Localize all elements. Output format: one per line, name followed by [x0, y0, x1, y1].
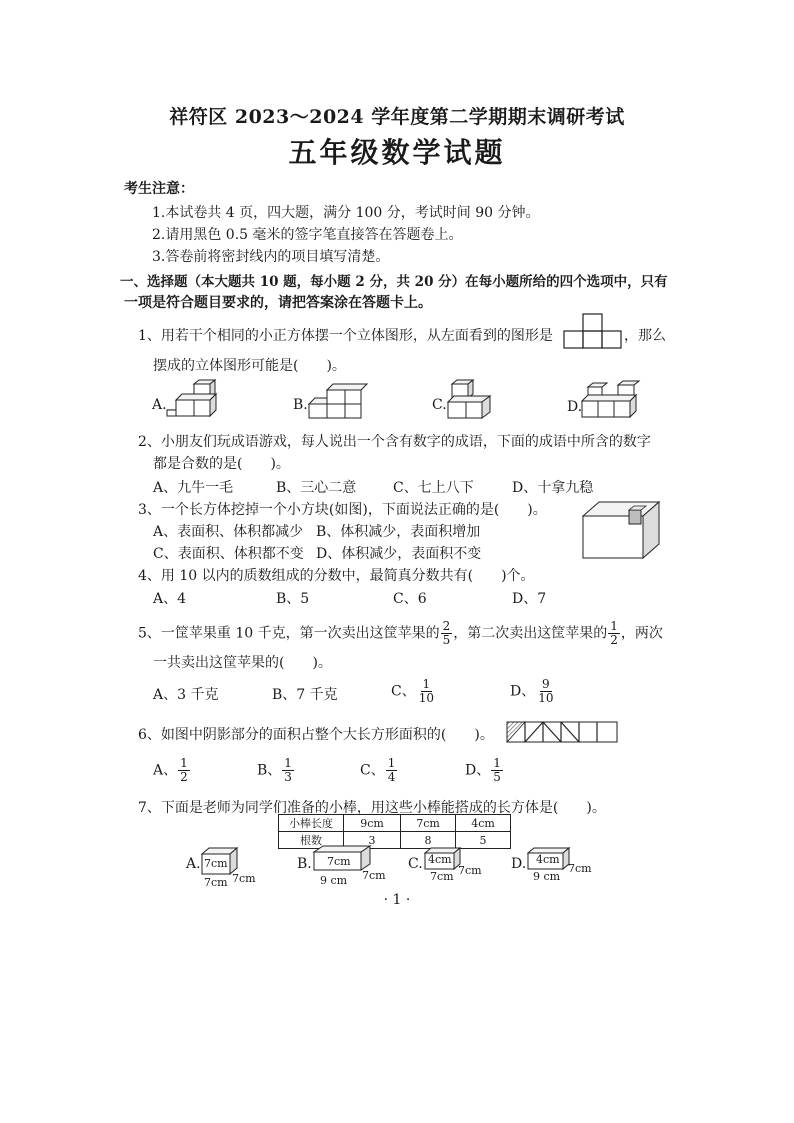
q2-option-a: A、九牛一毛 [153, 480, 234, 496]
q1-option-a-figure [166, 380, 216, 420]
q2-line2: 都是合数的是( )。 [153, 456, 290, 472]
q1-option-c-label: C. [432, 397, 447, 413]
stick-table-cell: 8 [401, 832, 456, 849]
q7-b-front-label: 7cm [327, 855, 351, 868]
q5-option-a: A、3 千克 [153, 687, 219, 703]
q7-option-b-label: B. [297, 856, 312, 872]
q5-fraction-1: $\frac{2}{5}$ [442, 619, 451, 647]
q5-option-c: C、 $\frac{1}{10}$ [391, 677, 434, 705]
q5-option-d: D、 $\frac{9}{10}$ [510, 677, 554, 705]
section1-instruction-line1: 一、选择题（本大题共 10 题，每小题 2 分，共 20 分）在每小题所给的四个选项中，只有 [120, 274, 668, 290]
q3-option-d: D、体积减少，表面积不变 [316, 546, 482, 562]
q7-a-front-label: 7cm [204, 857, 228, 870]
stick-table-cell: 5 [456, 832, 511, 849]
q4-option-c: C、6 [393, 591, 427, 607]
notice-item-2: 2.请用黑色 0.5 毫米的签字笔直接答在答题卷上。 [152, 227, 463, 243]
q3-option-a: A、表面积、体积都减少 [153, 524, 304, 540]
stick-table-cell: 4cm [456, 815, 511, 832]
q7-d-bottom-label: 9 cm [533, 870, 561, 883]
q7-c-bottom-label: 7cm [430, 870, 454, 883]
stick-table-cell: 7cm [401, 815, 456, 832]
q7-d-side-label: 7cm [568, 862, 592, 875]
cuboid-cutout-figure [581, 500, 661, 560]
stick-table-cell: 3 [344, 832, 401, 849]
q7-option-d-label: D. [511, 856, 527, 872]
q1-text-c: 摆成的立体图形可能是( )。 [153, 358, 346, 374]
q2-option-d: D、十拿九稳 [512, 480, 594, 496]
q5-fraction-2: $\frac{1}{2}$ [610, 619, 618, 647]
left-view-figure [563, 313, 623, 351]
q6-text: 6、如图中阴影部分的面积占整个大长方形面积的( )。 [138, 727, 494, 743]
q3-text: 3、一个长方体挖掉一个小方块(如图)，下面说法正确的是( )。 [138, 502, 547, 518]
q7-c-front-label: 4cm [428, 853, 452, 866]
q6-option-a: A、 $\frac{1}{2}$ [153, 756, 188, 784]
q7-d-front-label: 4cm [536, 853, 560, 866]
q6-option-d: D、 $\frac{1}{5}$ [465, 756, 501, 784]
notice-item-3: 3.答卷前将密封线内的项目填写清楚。 [152, 249, 390, 265]
notice-heading: 考生注意： [124, 181, 194, 197]
q1-text-b: ，那么 [624, 328, 666, 344]
q1-option-b-label: B. [293, 397, 308, 413]
q7-option-a-label: A. [186, 856, 201, 872]
stick-table-row-length [279, 815, 511, 832]
q1-option-d-label: D. [567, 399, 583, 415]
exam-subtitle: 五年级数学试题 [288, 136, 506, 169]
q2-line1: 2、小朋友们玩成语游戏，每人说出一个含有数字的成语，下面的成语中所含的数字 [138, 434, 651, 450]
exam-title: 祥符区 2023～2024 学年度第二学期期末调研考试 [169, 106, 625, 128]
q4-text: 4、用 10 以内的质数组成的分数中，最简真分数共有( )个。 [138, 568, 535, 584]
q4-option-b: B、5 [276, 591, 310, 607]
q7-c-side-label: 7cm [458, 864, 482, 877]
q3-option-b: B、体积减少，表面积增加 [316, 524, 481, 540]
section1-instruction-line2: 一项是符合题目要求的，请把答案涂在答题卡上。 [124, 295, 432, 311]
q1-option-c-figure [446, 380, 496, 424]
q2-option-b: B、三心二意 [276, 480, 357, 496]
q1-option-a-label: A. [152, 397, 167, 413]
q7-a-side-label: 7cm [232, 872, 256, 885]
q5-text: 5、一筐苹果重 10 千克，第一次卖出这筐苹果的 $\frac{2}{5}$ ，第二次卖出这筐苹果的 $\frac{1}{2}$ ，两次 [138, 619, 663, 647]
q4-option-d: D、7 [512, 591, 547, 607]
q4-option-a: A、4 [153, 591, 187, 607]
page-number: · 1 · [383, 892, 411, 908]
q7-text: 7、下面是老师为同学们准备的小棒，用这些小棒能搭成的长方体是( )。 [138, 800, 606, 816]
q3-option-c: C、表面积、体积都不变 [153, 546, 304, 562]
notice-item-1: 1.本试卷共 4 页，四大题，满分 100 分，考试时间 90 分钟。 [152, 205, 540, 221]
stick-table-cell: 9cm [344, 815, 401, 832]
q5-option-b: B、7 千克 [272, 687, 338, 703]
q7-b-bottom-label: 9 cm [320, 874, 348, 887]
stick-table-header: 根数 [279, 832, 344, 849]
q7-b-side-label: 7cm [362, 869, 386, 882]
q1-option-d-figure [580, 381, 644, 421]
shaded-rectangle-figure [506, 721, 618, 743]
q1-option-b-figure [307, 382, 363, 420]
q6-option-b: B、 $\frac{1}{3}$ [257, 756, 292, 784]
q5-line2: 一共卖出这筐苹果的( )。 [153, 655, 332, 671]
stick-table-header: 小棒长度 [279, 815, 344, 832]
q7-option-c-label: C. [408, 856, 423, 872]
q7-a-bottom-label: 7cm [204, 876, 228, 889]
q1-text: 1、用若干个相同的小正方体摆一个立体图形，从左面看到的图形是 [138, 328, 553, 344]
q2-option-c: C、七上八下 [393, 480, 474, 496]
q6-option-c: C、 $\frac{1}{4}$ [360, 756, 396, 784]
